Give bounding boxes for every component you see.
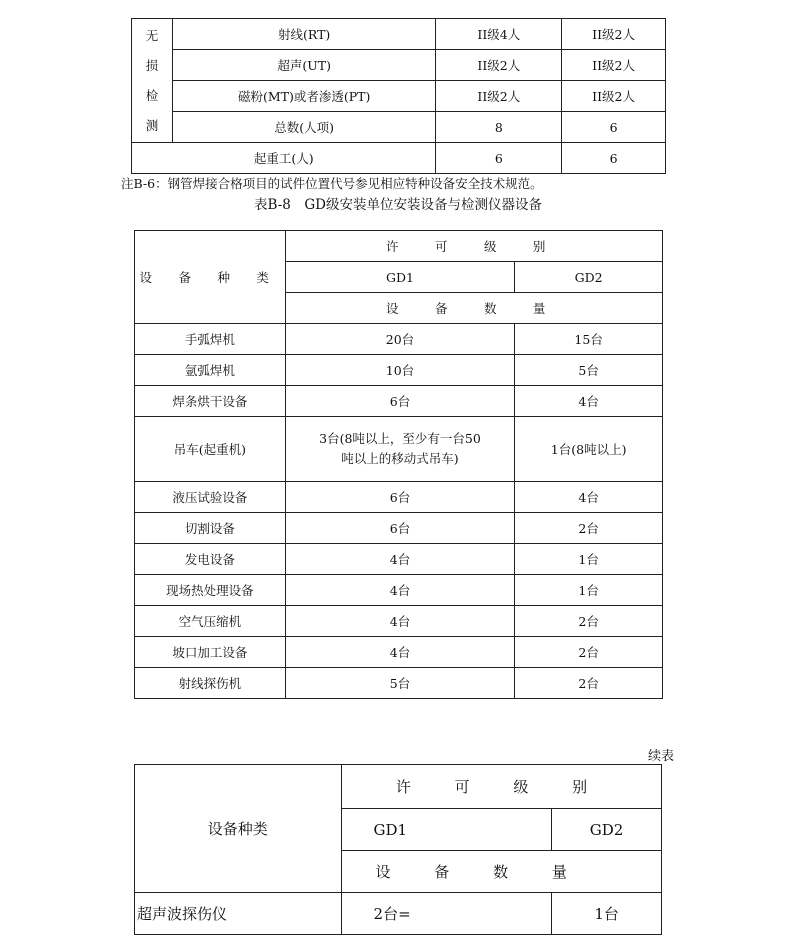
gd2-value: 2台 (515, 513, 663, 544)
equip-name: 切割设备 (135, 513, 286, 544)
gd2-value: 5台 (515, 355, 663, 386)
gd1-value: 5台 (285, 668, 515, 699)
equip-type-header: 设备种类 (135, 765, 342, 893)
gd1-value: 2台= (341, 893, 552, 935)
gd2-value: 1台 (552, 893, 662, 935)
equip-name: 液压试验设备 (135, 482, 286, 513)
table-row (135, 606, 663, 637)
method-name: 总数(人项) (172, 112, 435, 143)
equip-name: 发电设备 (135, 544, 286, 575)
gd1-value: 8 (436, 112, 562, 143)
gd2-value: 6 (562, 143, 666, 174)
method-name: 磁粉(MT)或者渗透(PT) (172, 81, 435, 112)
table-row (135, 575, 663, 606)
gd2-value: 2台 (515, 606, 663, 637)
table-row (135, 482, 663, 513)
gd2-value: 1台 (515, 544, 663, 575)
equip-name: 空气压缩机 (135, 606, 286, 637)
gd2-value: 4台 (515, 386, 663, 417)
table-row (135, 324, 663, 355)
table-row (135, 668, 663, 699)
equip-name: 坡口加工设备 (135, 637, 286, 668)
gd2-value: II级2人 (562, 81, 666, 112)
table-row (135, 544, 663, 575)
license-level-header: 许 可 级 别 (341, 765, 661, 809)
ndt-label: 无 损 检 测 (132, 19, 173, 143)
gd2-value: 6 (562, 112, 666, 143)
personnel-table (131, 18, 666, 174)
gd1-value: 4台 (285, 544, 515, 575)
equip-name: 超声波探伤仪 (135, 893, 342, 935)
equip-name: 现场热处理设备 (135, 575, 286, 606)
gd1-value: II级4人 (436, 19, 562, 50)
gd1-value: 6台 (285, 513, 515, 544)
gd1-value: 4台 (285, 606, 515, 637)
table-row (132, 112, 666, 143)
method-name: 射线(RT) (172, 19, 435, 50)
table-row (132, 50, 666, 81)
equip-name: 射线探伤机 (135, 668, 286, 699)
gd2-value: 1台 (515, 575, 663, 606)
gd1-value: 4台 (285, 575, 515, 606)
table-row (135, 386, 663, 417)
continued-label: 续表 (648, 749, 675, 764)
equip-qty-header: 设 备 数 量 (341, 851, 661, 893)
equip-name: 吊车(起重机) (135, 417, 286, 482)
gd1-value: 4台 (285, 637, 515, 668)
gd1-value: II级2人 (436, 50, 562, 81)
gd1-value: II级2人 (436, 81, 562, 112)
gd1-header: GD1 (285, 262, 515, 293)
gd1-header: GD1 (341, 809, 552, 851)
equip-name: 焊条烘干设备 (135, 386, 286, 417)
table-row (132, 19, 666, 50)
gd2-value: 15台 (515, 324, 663, 355)
gd1-value: 20台 (285, 324, 515, 355)
table-row (132, 143, 666, 174)
header-row (135, 765, 662, 809)
gd1-value: 6台 (285, 386, 515, 417)
gd1-value: 6台 (285, 482, 515, 513)
table-row (135, 417, 663, 482)
gd1-value: 10台 (285, 355, 515, 386)
table-note: 注B-6：钢管焊接合格项目的试件位置代号参见相应特种设备安全技术规范。 (121, 176, 543, 191)
equip-qty-header: 设 备 数 量 (285, 293, 662, 324)
gd2-value: 2台 (515, 637, 663, 668)
equip-name: 氩弧焊机 (135, 355, 286, 386)
license-level-header: 许 可 级 别 (285, 231, 662, 262)
gd2-value: II级2人 (562, 50, 666, 81)
header-row (135, 231, 663, 262)
gd2-value: 4台 (515, 482, 663, 513)
method-name: 超声(UT) (172, 50, 435, 81)
table-caption: 表B-8 GD级安装单位安装设备与检测仪器设备 (254, 197, 542, 213)
gd1-value: 3台(8吨以上，至少有一台50 吨以上的移动式吊车) (285, 417, 515, 482)
gd1-value: 6 (436, 143, 562, 174)
table-row (135, 893, 662, 935)
table-row (135, 637, 663, 668)
gd2-value: 2台 (515, 668, 663, 699)
continued-table (134, 764, 662, 935)
gd2-value: 1台(8吨以上) (515, 417, 663, 482)
table-row (132, 81, 666, 112)
equip-type-header: 设 备 种 类 (135, 231, 286, 324)
table-row (135, 513, 663, 544)
equipment-table (134, 230, 663, 699)
gd2-header: GD2 (515, 262, 663, 293)
gd2-header: GD2 (552, 809, 662, 851)
equip-name: 手弧焊机 (135, 324, 286, 355)
gd2-value: II级2人 (562, 19, 666, 50)
crane-operator-label: 起重工(人) (132, 143, 436, 174)
table-row (135, 355, 663, 386)
